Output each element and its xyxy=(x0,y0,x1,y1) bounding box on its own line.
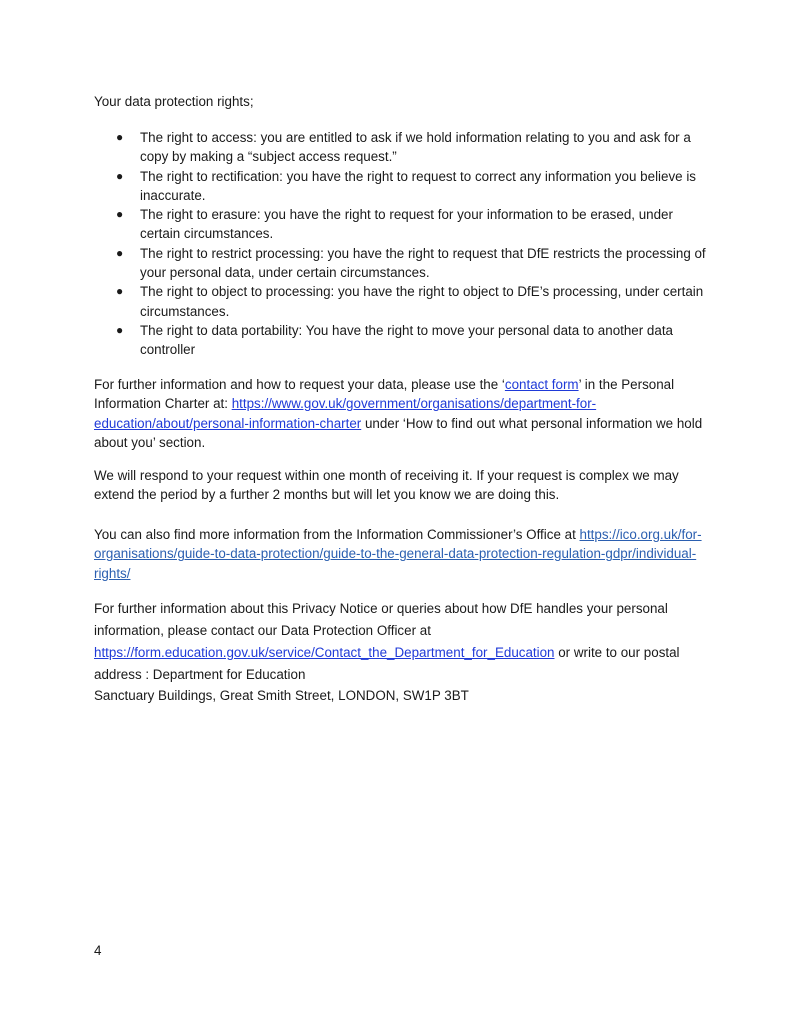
list-item xyxy=(94,321,706,360)
contact-department-link[interactable]: https://form.education.gov.uk/service/Contact_the_Department_for_Education xyxy=(94,645,555,660)
list-item xyxy=(94,205,706,244)
list-item xyxy=(94,244,706,283)
bullet-icon: ● xyxy=(116,245,124,260)
right-access: The right to access: you are entitled to ask if we hold information relating to you and ask for a copy by making a “subject access request.” xyxy=(140,130,691,165)
bullet-icon: ● xyxy=(116,207,124,222)
para3-text: You can also find more information from the Information Commissioner’s Office at xyxy=(94,527,580,542)
right-data-portability: The right to data portability: You have the right to move your personal data to another data controller xyxy=(140,322,673,358)
charter-link[interactable]: https://www.gov.uk/government/organisations/department-for-education/about/personal-information-charter xyxy=(94,396,597,431)
postal-address: Sanctuary Buildings, Great Smith Street, LONDON, SW1P 3BT xyxy=(94,688,469,703)
bullet-icon: ● xyxy=(116,284,124,299)
bullet-icon: ● xyxy=(116,322,124,337)
para1-text-a: For further information and how to request your data, please use the ‘ xyxy=(94,377,505,392)
further-information-paragraph xyxy=(94,375,706,452)
contact-paragraph xyxy=(94,598,706,705)
rights-list xyxy=(94,128,706,360)
bullet-icon: ● xyxy=(116,168,124,183)
contact-form-link[interactable]: contact form xyxy=(504,377,579,392)
ico-link[interactable]: https://ico.org.uk/for-organisations/guide-to-data-protection/guide-to-the-general-data-protection-regulation-gdpr/individual-rights/ xyxy=(94,527,702,581)
para1-text-c: under ‘How to find out what personal information we hold about you’ section. xyxy=(94,415,703,450)
bullet-icon: ● xyxy=(116,130,124,144)
ico-paragraph xyxy=(94,525,706,583)
para1-text-b: ’ in the Personal Information Charter at: xyxy=(94,377,675,412)
para4-text-a: For further information about this Privacy Notice or queries about how DfE handles your personal information, please contact our Data Protection Officer at xyxy=(94,601,668,638)
list-item xyxy=(94,167,706,206)
right-rectification: The right to rectification: you have the right to request to correct any information you believe is inaccurate. xyxy=(140,168,696,203)
response-time-paragraph: We will respond to your request within one month of receiving it. If your request is complex we may extend the period by a further 2 months but will let you know we are doing this. xyxy=(94,468,679,503)
right-restrict-processing: The right to restrict processing: you have the right to request that DfE restricts the processing of your personal data, under certain circumstances. xyxy=(140,245,706,281)
contact-text xyxy=(94,598,706,686)
right-object-processing: The right to object to processing: you have the right to object to DfE’s processing, under certain circumstances. xyxy=(140,284,704,319)
rights-heading: Your data protection rights; xyxy=(94,94,254,109)
para4-text-b: or write to our postal address : Department for Education xyxy=(94,645,680,682)
list-item xyxy=(94,282,706,321)
right-erasure: The right to erasure: you have the right to request for your information to be erased, under certain circumstances. xyxy=(140,207,673,242)
page-number: 4 xyxy=(94,943,102,958)
list-item xyxy=(94,128,706,167)
